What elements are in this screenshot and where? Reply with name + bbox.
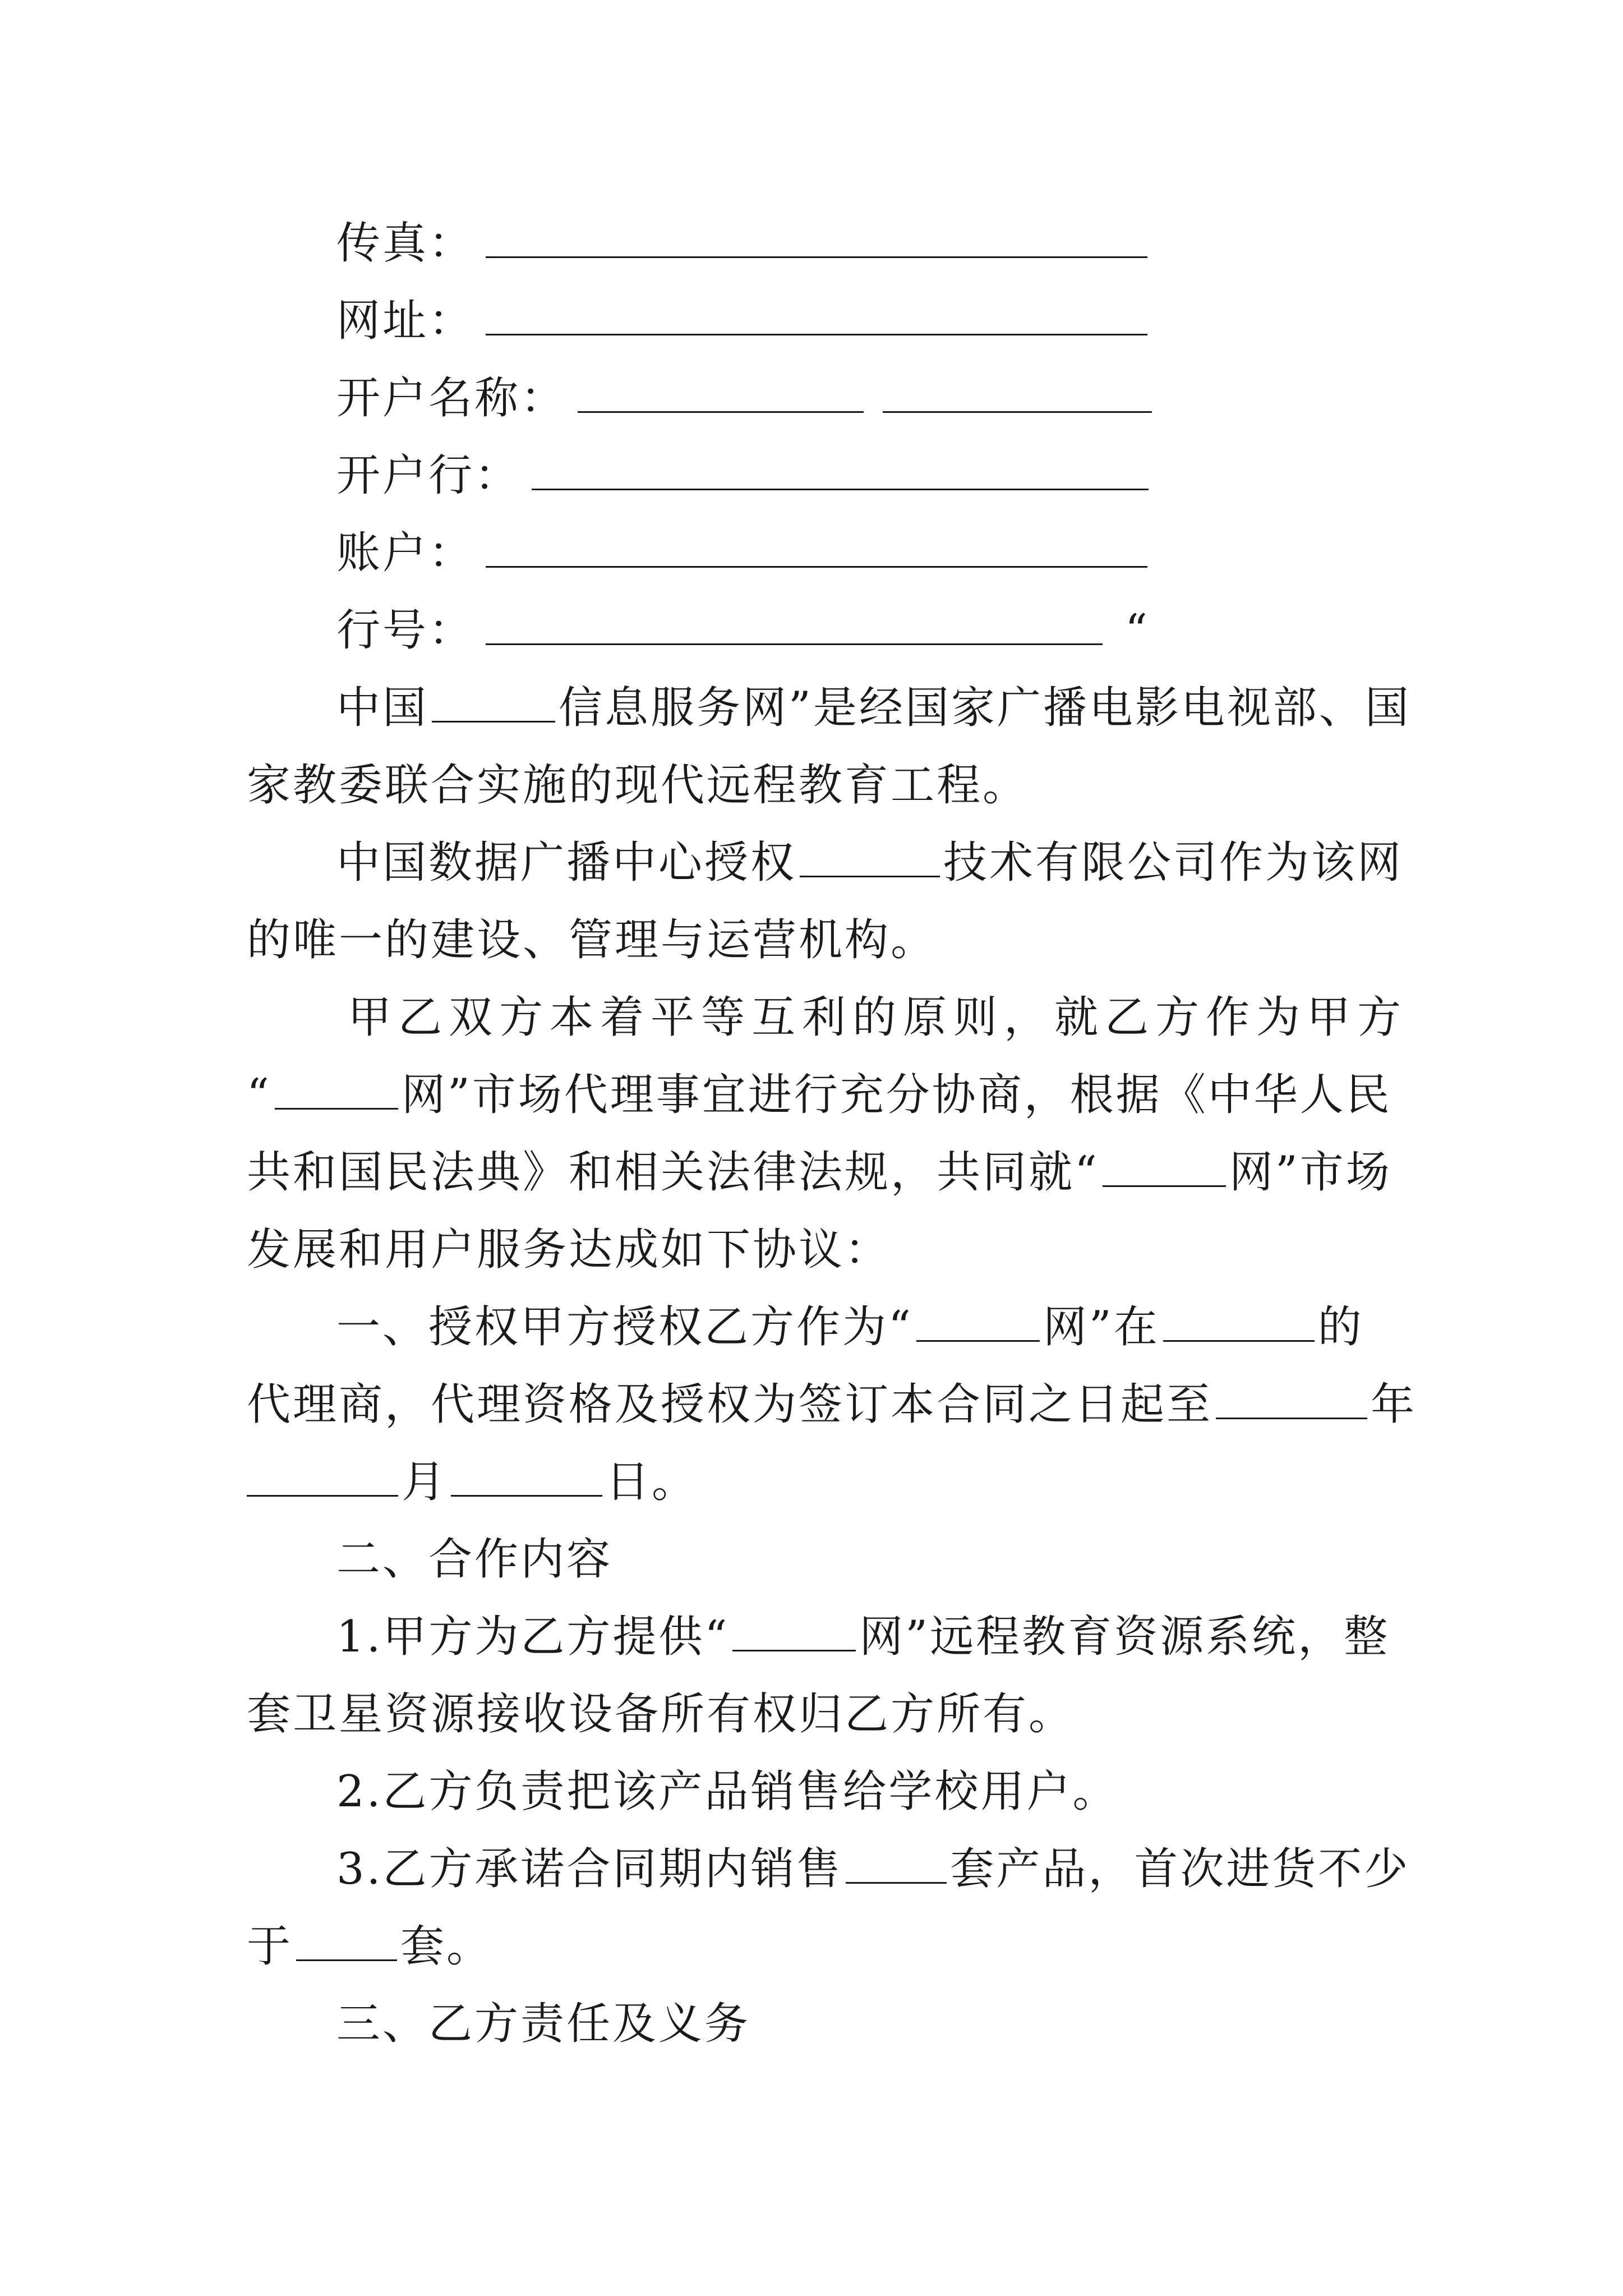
bank-code-field <box>336 602 1150 659</box>
bank-field <box>336 448 1149 504</box>
text-segment: 共和国民法典》和相关法律法规，共同就“ <box>247 1147 1099 1198</box>
fill-blank[interactable] <box>732 1611 856 1651</box>
paragraph-1-line-1 <box>336 680 1411 736</box>
trailing-quote: “ <box>1125 605 1150 656</box>
text-segment: 技术有限公司作为该网 <box>943 838 1404 888</box>
section-1-line-1 <box>336 1299 1364 1355</box>
text-segment: 中国数据广播中心授权 <box>336 838 797 888</box>
text-segment: 月 <box>402 1457 448 1507</box>
account-name-blank-1[interactable] <box>578 372 864 413</box>
paragraph-2-line-1 <box>336 835 1403 891</box>
fill-blank[interactable] <box>451 1456 602 1497</box>
fax-blank[interactable] <box>486 217 1147 258</box>
text-segment: 网”市场 <box>1229 1147 1392 1198</box>
paragraph-3-line-2 <box>247 1067 1392 1123</box>
paragraph-3-line-4 <box>247 1222 891 1278</box>
fill-blank[interactable] <box>1163 1301 1315 1342</box>
fax-label: 传真： <box>336 218 475 269</box>
text-segment: 代理商，代理资格及授权为签订本合同之日起至 <box>247 1379 1213 1430</box>
fill-blank[interactable] <box>247 1456 398 1497</box>
text-segment: 信息服务网”是经国家广播电影电视部、国 <box>559 683 1411 733</box>
section-2-item-1-line-2 <box>247 1686 1075 1742</box>
text-segment: 套。 <box>400 1921 493 1972</box>
fill-blank[interactable] <box>296 1920 397 1961</box>
fill-blank[interactable] <box>1216 1378 1367 1419</box>
section-1-line-3 <box>247 1454 698 1510</box>
text-segment: 1.甲方为乙方提供“ <box>336 1612 730 1662</box>
account-name-label: 开户名称： <box>336 373 567 424</box>
fill-blank[interactable] <box>1103 1146 1226 1187</box>
text-segment: 日。 <box>606 1457 698 1507</box>
text-segment: 网”在 <box>1043 1302 1160 1352</box>
fill-blank[interactable] <box>916 1301 1040 1342</box>
paragraph-3-line-3 <box>247 1144 1392 1200</box>
bank-code-blank[interactable] <box>486 604 1103 645</box>
text-segment: 一、授权甲方授权乙方作为“ <box>336 1302 913 1352</box>
account-label: 账户： <box>336 528 475 578</box>
section-2-item-1-line-1 <box>336 1609 1390 1665</box>
fill-blank[interactable] <box>800 836 940 877</box>
section-2-item-2 <box>336 1764 1118 1820</box>
website-field <box>336 293 1147 349</box>
text-segment: 套卫星资源接收设备所有权归乙方所有。 <box>247 1689 1075 1740</box>
fill-blank[interactable] <box>846 1843 947 1884</box>
fill-blank[interactable] <box>275 1069 398 1110</box>
website-blank[interactable] <box>486 295 1147 335</box>
text-segment: 的 <box>1317 1302 1364 1352</box>
text-segment: 二、合作内容 <box>336 1534 613 1585</box>
section-2-item-3-line-2 <box>247 1918 492 1975</box>
account-name-blank-2[interactable] <box>883 372 1152 413</box>
text-segment: 套产品，首次进货不少 <box>950 1844 1410 1894</box>
section-3-title <box>336 1996 750 2052</box>
account-name-field <box>336 370 1152 426</box>
text-segment: 发展和用户服务达成如下协议： <box>247 1225 891 1275</box>
paragraph-2-line-2 <box>247 912 937 968</box>
text-segment: 于 <box>247 1921 293 1972</box>
account-field <box>336 525 1147 581</box>
text-segment: 2.乙方负责把该产品销售给学校用户。 <box>336 1766 1119 1817</box>
bank-blank[interactable] <box>532 449 1149 490</box>
text-segment: 网”市场代理事宜进行充分协商，根据《中华人民 <box>401 1070 1392 1120</box>
fill-blank[interactable] <box>432 682 555 723</box>
text-segment: 年 <box>1371 1379 1417 1430</box>
text-segment: 三、乙方责任及义务 <box>336 1999 751 2049</box>
account-blank[interactable] <box>486 527 1147 568</box>
bank-label: 开户行： <box>336 450 521 501</box>
text-segment: 甲乙双方本着平等互利的原则，就乙方作为甲方 <box>348 992 1408 1043</box>
section-2-item-3-line-1 <box>336 1841 1410 1897</box>
bank-code-label: 行号： <box>336 605 475 656</box>
text-segment: 家教委联合实施的现代远程教育工程。 <box>247 760 1029 811</box>
text-segment: 中国 <box>336 683 429 733</box>
website-label: 网址： <box>336 296 475 346</box>
paragraph-3-line-1 <box>348 990 1408 1046</box>
section-2-title <box>336 1531 612 1588</box>
fax-field <box>336 215 1147 272</box>
text-segment: 3.乙方承诺合同期内销售 <box>336 1844 843 1894</box>
text-segment: “ <box>247 1070 271 1120</box>
paragraph-1-line-2 <box>247 757 1029 813</box>
text-segment: 的唯一的建设、管理与运营机构。 <box>247 915 937 965</box>
text-segment: 网”远程教育资源系统，整 <box>859 1612 1390 1662</box>
section-1-line-2 <box>247 1377 1417 1433</box>
